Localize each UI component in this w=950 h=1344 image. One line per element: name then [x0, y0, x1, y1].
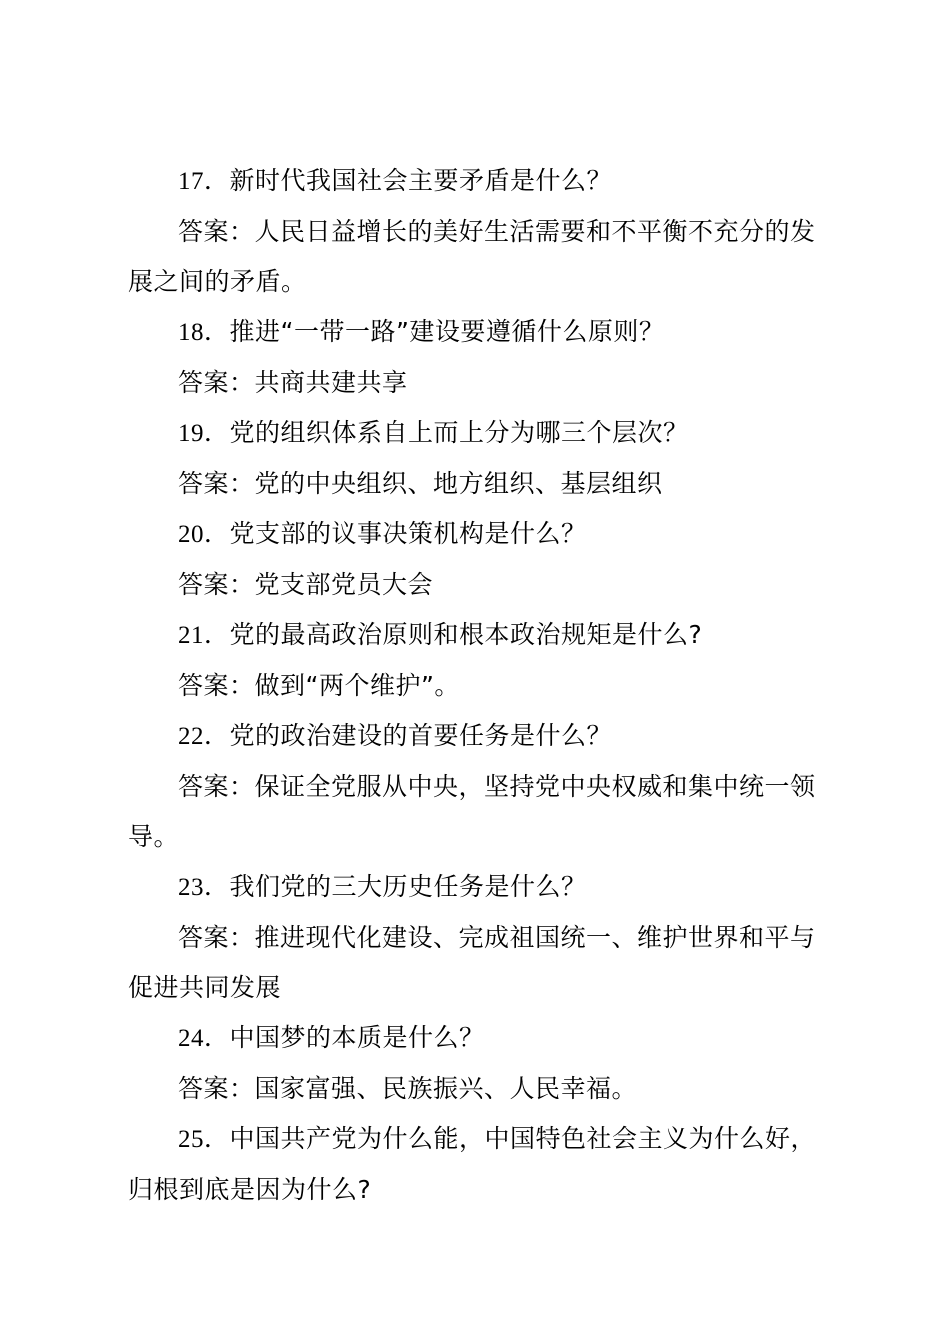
question-text: ．中国共产党为什么能，中国特色社会主义为什么好，	[204, 1124, 817, 1153]
question-text: ．我们党的三大历史任务是什么？	[204, 872, 587, 901]
answer-line: 答案：党支部党员大会	[178, 570, 434, 599]
question-number: 18	[178, 319, 204, 346]
answer-line: 答案：推进现代化建设、完成祖国统一、维护世界和平与	[178, 923, 816, 952]
question-line	[128, 408, 820, 459]
question-number: 23	[178, 874, 204, 901]
question-number: 24	[178, 1025, 204, 1052]
answer-continuation-line: 展之间的矛盾。	[128, 267, 307, 296]
answer-continuation-line: 导。	[128, 822, 180, 851]
question-line	[128, 1114, 820, 1165]
answer-line: 答案：党的中央组织、地方组织、基层组织	[178, 469, 663, 498]
answer-line: 答案：保证全党服从中央，坚持党中央权威和集中统一领	[178, 772, 816, 801]
answer-line: 答案：国家富强、民族振兴、人民幸福。	[178, 1074, 638, 1103]
question-text: ．推进“一带一路”建设要遵循什么原则？	[204, 317, 665, 346]
question-line	[128, 307, 820, 358]
question-text: ．中国梦的本质是什么？	[204, 1023, 485, 1052]
question-number: 21	[178, 622, 204, 649]
question-text: ．新时代我国社会主要矛盾是什么？	[204, 166, 613, 195]
question-line	[128, 610, 820, 661]
question-continuation-line	[128, 1165, 820, 1215]
question-number: 19	[178, 420, 204, 447]
question-number: 25	[178, 1126, 204, 1153]
question-text: ．党的政治建设的首要任务是什么？	[204, 721, 613, 750]
question-number: 22	[178, 723, 204, 750]
question-number: 20	[178, 521, 204, 548]
question-number: 17	[178, 168, 204, 195]
question-text: 归根到底是因为什么?	[128, 1175, 372, 1204]
question-text: ．党支部的议事决策机构是什么？	[204, 519, 587, 548]
question-line	[128, 1013, 820, 1064]
question-text: ．党的最高政治原则和根本政治规矩是什么?	[204, 620, 703, 649]
question-text: ．党的组织体系自上而上分为哪三个层次？	[204, 418, 689, 447]
question-line	[128, 156, 820, 207]
question-line	[128, 862, 820, 913]
answer-line: 答案：人民日益增长的美好生活需要和不平衡不充分的发	[178, 217, 816, 246]
qa-list	[128, 156, 820, 1215]
answer-line: 答案：做到“两个维护”。	[178, 671, 460, 700]
answer-line: 答案：共商共建共享	[178, 368, 408, 397]
answer-continuation-line: 促进共同发展	[128, 973, 282, 1002]
question-line	[128, 711, 820, 762]
question-line	[128, 509, 820, 560]
